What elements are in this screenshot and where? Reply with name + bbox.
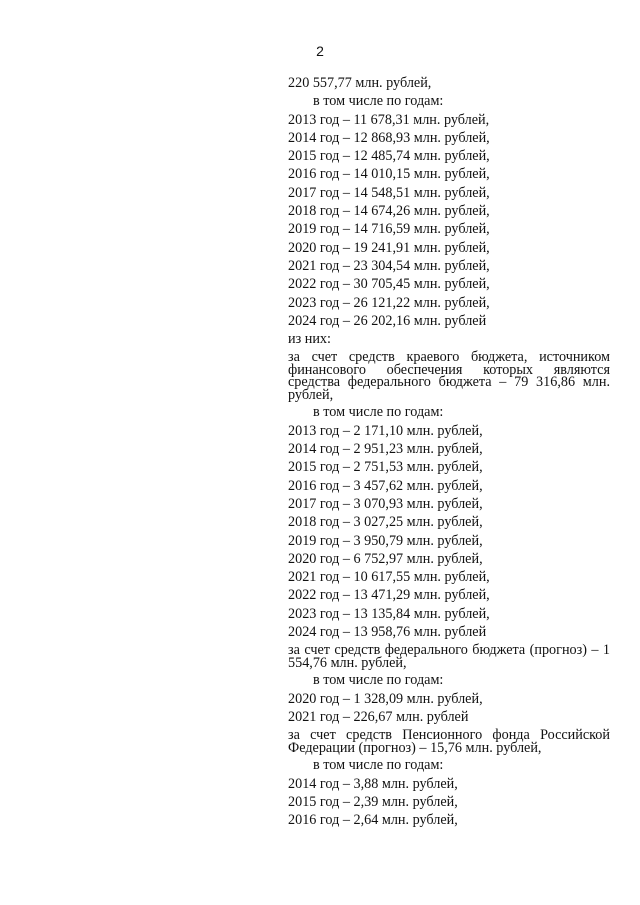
year-line: 2021 год – 23 304,54 млн. рублей, <box>288 257 490 274</box>
year-line: 2017 год – 14 548,51 млн. рублей, <box>288 184 490 201</box>
pension-fund-paragraph: за счет средств Пенсионного фонда Российской Федерации (прогноз) – 15,76 млн. рублей, <box>288 727 610 756</box>
year-line: 2014 год – 12 868,93 млн. рублей, <box>288 129 490 146</box>
year-line: 2016 год – 3 457,62 млн. рублей, <box>288 477 483 494</box>
year-line: 2014 год – 3,88 млн. рублей, <box>288 775 458 792</box>
year-line: 2016 год – 2,64 млн. рублей, <box>288 812 458 829</box>
year-line: 2022 год – 30 705,45 млн. рублей, <box>288 276 490 293</box>
year-line: 2013 год – 2 171,10 млн. рублей, <box>288 422 483 439</box>
financing-text-column <box>288 74 610 829</box>
total-amount: 220 557,77 млн. рублей, <box>288 75 432 91</box>
year-line: 2015 год – 12 485,74 млн. рублей, <box>288 148 490 165</box>
by-years-heading: в том числе по годам: <box>313 757 444 774</box>
year-line: 2019 год – 14 716,59 млн. рублей, <box>288 221 490 238</box>
year-line: 2018 год – 14 674,26 млн. рублей, <box>288 203 490 220</box>
by-years-heading: в том числе по годам: <box>313 93 444 110</box>
year-line: 2015 год – 2 751,53 млн. рублей, <box>288 459 483 476</box>
by-years-heading: в том числе по годам: <box>313 404 444 421</box>
year-line: 2019 год – 3 950,79 млн. рублей, <box>288 532 483 549</box>
year-line: 2021 год – 10 617,55 млн. рублей, <box>288 569 490 586</box>
year-line: 2013 год – 11 678,31 млн. рублей, <box>288 111 490 128</box>
year-line: 2023 год – 13 135,84 млн. рублей, <box>288 605 490 622</box>
year-line: 2024 год – 26 202,16 млн. рублей <box>288 312 487 329</box>
by-years-heading: в том числе по годам: <box>313 672 444 689</box>
year-line: 2017 год – 3 070,93 млн. рублей, <box>288 495 483 512</box>
regional-budget-paragraph: за счет средств краевого бюджета, источником финансового обеспечения которых являются средства федерального бюджета – 79 316,86 млн. рублей, <box>288 349 610 403</box>
of-them-label: из них: <box>288 331 331 348</box>
year-line: 2023 год – 26 121,22 млн. рублей, <box>288 294 490 311</box>
year-line: 2014 год – 2 951,23 млн. рублей, <box>288 441 483 458</box>
year-line: 2022 год – 13 471,29 млн. рублей, <box>288 587 490 604</box>
year-line: 2016 год – 14 010,15 млн. рублей, <box>288 166 490 183</box>
year-line: 2018 год – 3 027,25 млн. рублей, <box>288 514 483 531</box>
year-line: 2015 год – 2,39 млн. рублей, <box>288 793 458 810</box>
year-line: 2020 год – 6 752,97 млн. рублей, <box>288 550 483 567</box>
year-line: 2020 год – 19 241,91 млн. рублей, <box>288 239 490 256</box>
federal-budget-paragraph: за счет средств федерального бюджета (прогноз) – 1 554,76 млн. рублей, <box>288 642 610 671</box>
year-line: 2021 год – 226,67 млн. рублей <box>288 708 469 725</box>
year-line: 2024 год – 13 958,76 млн. рублей <box>288 624 487 641</box>
page-number: 2 <box>316 43 324 59</box>
year-line: 2020 год – 1 328,09 млн. рублей, <box>288 690 483 707</box>
